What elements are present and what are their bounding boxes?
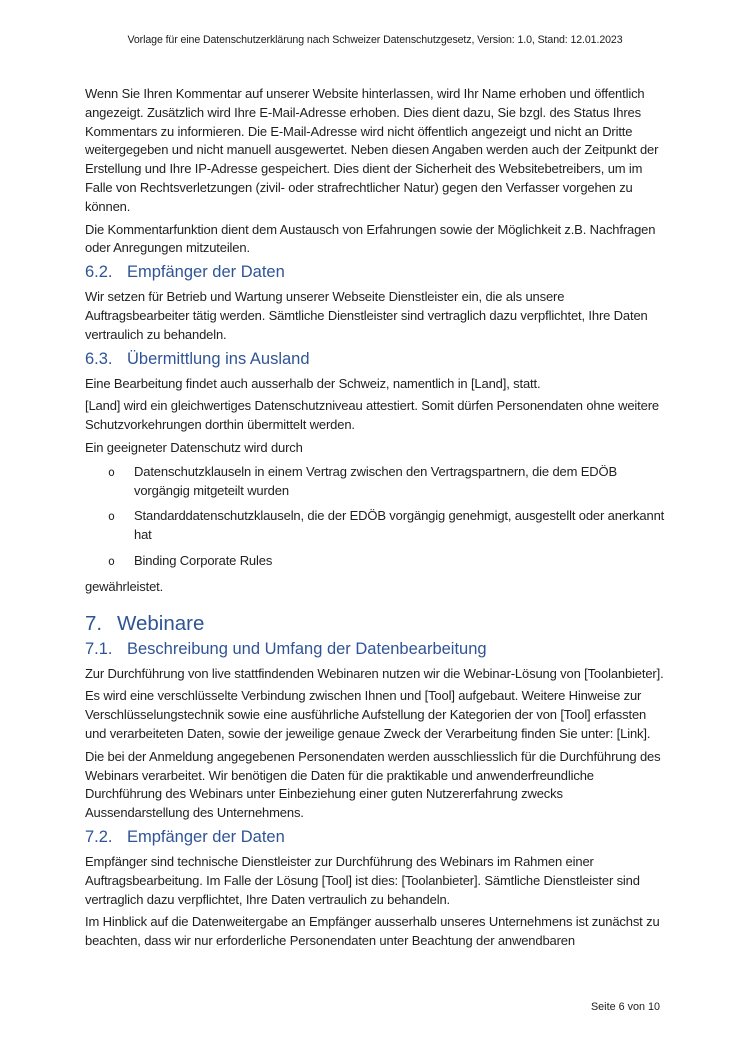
heading-number: 6.3. <box>85 349 113 368</box>
bullet-icon: o <box>108 464 115 479</box>
paragraph-6-3-geeigneter-datenschutz: Ein geeigneter Datenschutz wird durch <box>85 439 303 455</box>
heading-7-2-empfaenger-der-daten <box>85 827 665 848</box>
list-item-text: Standarddatenschutzklauseln, die der EDÖB vorgängig genehmigt, ausgestellt oder anerkannt hat <box>134 508 665 543</box>
heading-number: 7.2. <box>85 827 113 846</box>
bullet-icon: o <box>108 553 115 568</box>
heading-6-2-empfaenger-der-daten <box>85 262 665 283</box>
document-header-title: Vorlage für eine Datenschutzerklärung nach Schweizer Datenschutzgesetz, Version: 1.0, Stand: 12.01.2023 <box>127 34 623 46</box>
list-item-text: Datenschutzklauseln in einem Vertrag zwischen den Vertragspartnern, die dem EDÖB vorgängig mitgeteilt wurden <box>134 463 617 498</box>
paragraph-7-2-technische-dienstleister: Empfänger sind technische Dienstleister zur Durchführung des Webinars im Rahmen einer Auftragsbearbeitung. Im Falle der Lösung [Tool] ist dies: [Toolanbieter]. Sämtliche Dienstleister sind vertraglich dazu verpflichtet, Ihre Daten vertraulich zu behandeln. <box>85 853 640 907</box>
list-item <box>85 507 665 545</box>
paragraph-7-1-verschluesselte-verbindung: Es wird eine verschlüsselte Verbindung zwischen Ihnen und [Tool] aufgebaut. Weitere Hinweise zur Verschlüsselungstechnik sowie eine ausführliche Aufstellung der Kategorien der von [Tool] erfassten und verarbeiteten Daten, sowie der jeweilige genaue Zweck der Verarbeitung finden Sie unter: [Link]. <box>85 688 651 741</box>
heading-7-1-beschreibung-und-umfang <box>85 639 665 660</box>
paragraph-comment-data-collection: Wenn Sie Ihren Kommentar auf unserer Website hinterlassen, wird Ihr Name erhoben und öffentlich angezeigt. Zusätzlich wird Ihre E-Mail-Adresse erhoben. Dies dient dazu, Sie bzgl. des Status Ihres Kommentars zu informieren. Die E-Mail-Adresse wird nicht öffentlich angezeigt und nicht an Dritte weitergegeben und nicht manuell ausgewertet. Neben diesen Angaben werden auch der Zeitpunkt der Erstellung und Ihre IP-Adresse gespeichert. Dies dient der Sicherheit des Websitebetreibers, um im Falle von Rechtsverletzungen (zivil- oder strafrechtlicher Natur) gegen den Verfasser vorgehen zu können. <box>85 86 659 214</box>
paragraph-6-3-bearbeitung-ausland: Eine Bearbeitung findet auch ausserhalb der Schweiz, namentlich in [Land], statt. <box>85 375 541 391</box>
heading-number: 7. <box>85 611 103 635</box>
paragraph-7-2-datenweitergabe: Im Hinblick auf die Datenweitergabe an Empfänger ausserhalb unseres Unternehmens ist zunächst zu beachten, dass wir nur erforderliche Personendaten unter Beachtung der anwendbaren <box>85 914 660 949</box>
heading-7-webinare <box>85 611 665 637</box>
paragraph-6-3-gewaehrleistet: gewährleistet. <box>85 578 164 594</box>
document-body <box>85 85 665 955</box>
heading-title: Webinare <box>117 611 205 635</box>
list-item-text: Binding Corporate Rules <box>134 552 273 568</box>
heading-title: Beschreibung und Umfang der Datenbearbeitung <box>127 639 487 658</box>
heading-number: 6.2. <box>85 263 113 282</box>
list-item <box>85 463 665 501</box>
heading-number: 7.1. <box>85 639 113 658</box>
paragraph-comment-function-purpose: Die Kommentarfunktion dient dem Austausch von Erfahrungen sowie der Möglichkeit z.B. Nachfragen oder Anregungen mitzuteilen. <box>85 221 656 256</box>
paragraph-6-2-dienstleister: Wir setzen für Betrieb und Wartung unserer Webseite Dienstleister ein, die als unsere Auftragsbearbeiter tätig werden. Sämtliche Dienstleister sind vertraglich dazu verpflichtet, Ihre Daten vertraulich zu behandeln. <box>85 289 648 342</box>
heading-title: Empfänger der Daten <box>127 827 285 846</box>
paragraph-7-1-webinar-loesung: Zur Durchführung von live stattfindenden Webinaren nutzen wir die Webinar-Lösung von [Toolanbieter]. <box>85 665 664 681</box>
list-item <box>85 552 665 571</box>
heading-title: Empfänger der Daten <box>127 263 285 282</box>
paragraph-7-1-anmeldung-personendaten: Die bei der Anmeldung angegebenen Personendaten werden ausschliesslich für die Durchführung des Webinars verarbeitet. Wir benötigen die Daten für die praktikable und anwenderfreundliche Durchführung des Webinars unter Einbeziehung einer guten Nutzererfahrung zwecks Aussendarstellung des Unternehmens. <box>85 748 661 821</box>
data-protection-measures-list <box>85 463 665 571</box>
paragraph-6-3-datenschutzniveau: [Land] wird ein gleichwertiges Datenschutzniveau attestiert. Somit dürfen Personendaten ohne weitere Schutzvorkehrungen dorthin übermittelt werden. <box>85 398 659 433</box>
heading-title: Übermittlung ins Ausland <box>127 349 310 368</box>
page-number: Seite 6 von 10 <box>590 1001 660 1013</box>
bullet-icon: o <box>108 509 115 524</box>
heading-6-3-uebermittlung-ins-ausland <box>85 349 665 370</box>
